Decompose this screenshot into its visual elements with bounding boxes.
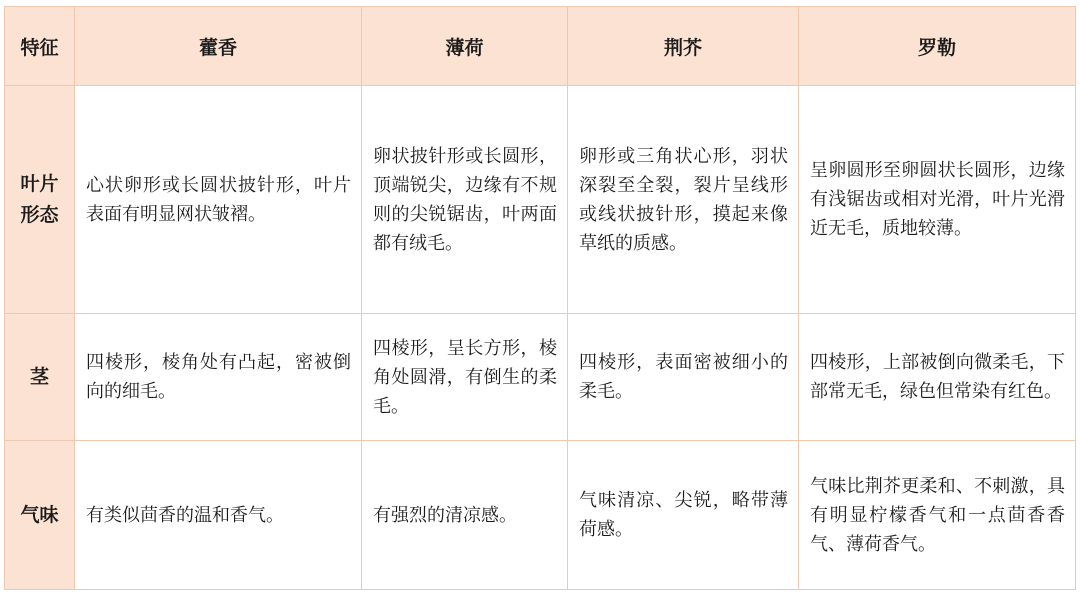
cell-huoxiang-stem: 四棱形，棱角处有凸起，密被倒向的细毛。 [75,314,362,441]
cell-luole-smell: 气味比荆芥更柔和、不刺激，具有明显柠檬香气和一点茴香香气、薄荷香气。 [799,441,1076,590]
cell-jingjie-smell: 气味清凉、尖锐，略带薄荷感。 [568,441,799,590]
table-row-stem [5,314,1076,441]
cell-jingjie-stem: 四棱形，表面密被细小的柔毛。 [568,314,799,441]
table-row-leaf-shape [5,86,1076,314]
cell-huoxiang-leaf: 心状卵形或长圆状披针形，叶片表面有明显网状皱褶。 [75,86,362,314]
herb-comparison-table [4,6,1076,590]
header-jingjie: 荆芥 [568,7,799,86]
header-huoxiang: 藿香 [75,7,362,86]
row-label-leaf-shape: 叶片形态 [5,86,75,314]
header-bohe: 薄荷 [362,7,568,86]
header-feature: 特征 [5,7,75,86]
cell-bohe-leaf: 卵状披针形或长圆形，顶端锐尖，边缘有不规则的尖锐锯齿，叶两面都有绒毛。 [362,86,568,314]
header-row [5,7,1076,86]
cell-huoxiang-smell: 有类似茴香的温和香气。 [75,441,362,590]
cell-jingjie-leaf: 卵形或三角状心形，羽状深裂至全裂，裂片呈线形或线状披针形，摸起来像草纸的质感。 [568,86,799,314]
header-luole: 罗勒 [799,7,1076,86]
row-label-stem: 茎 [5,314,75,441]
cell-luole-stem: 四棱形，上部被倒向微柔毛，下部常无毛，绿色但常染有红色。 [799,314,1076,441]
table-row-smell [5,441,1076,590]
herb-comparison-table-wrapper [4,6,1075,588]
cell-luole-leaf: 呈卵圆形至卵圆状长圆形，边缘有浅锯齿或相对光滑，叶片光滑近无毛，质地较薄。 [799,86,1076,314]
cell-bohe-smell: 有强烈的清凉感。 [362,441,568,590]
cell-bohe-stem: 四棱形，呈长方形，棱角处圆滑，有倒生的柔毛。 [362,314,568,441]
row-label-smell: 气味 [5,441,75,590]
